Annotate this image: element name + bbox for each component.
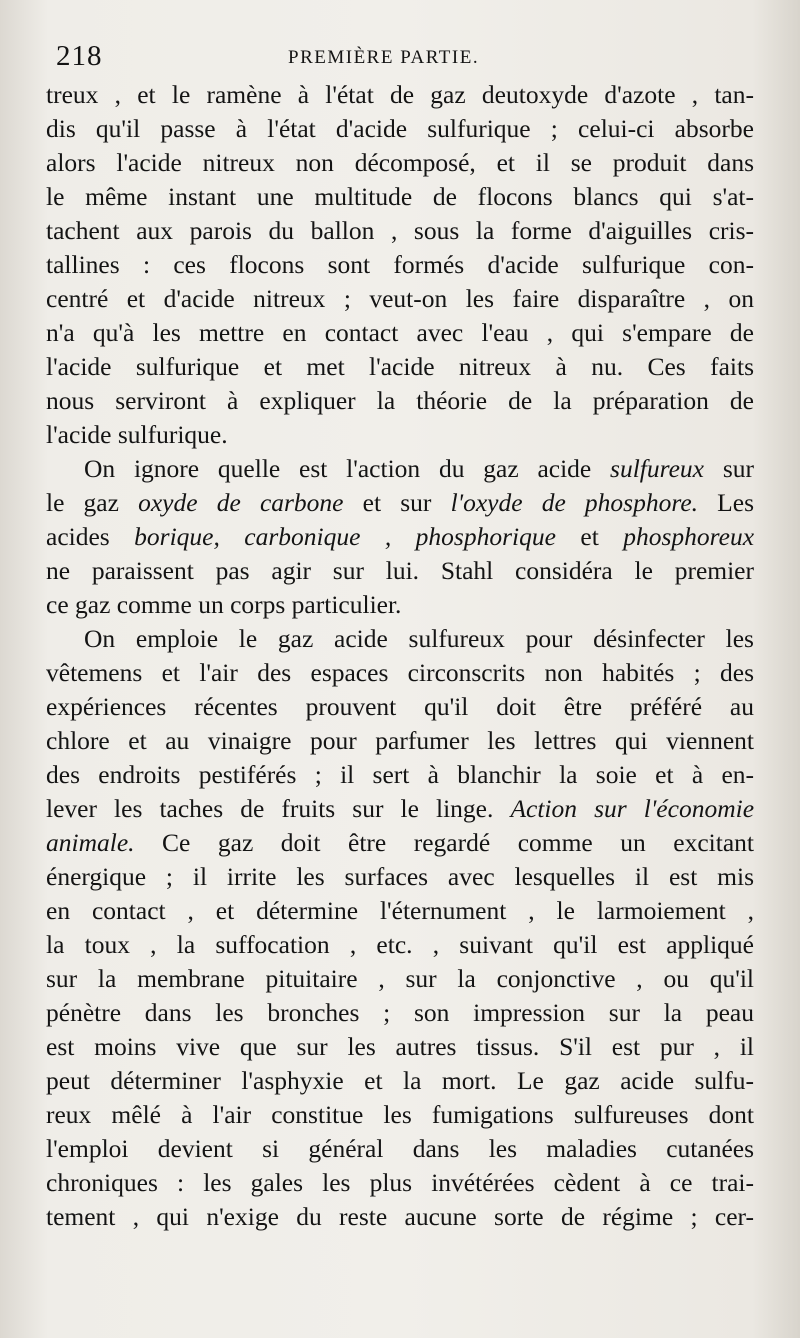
- text-line: [46, 554, 754, 588]
- text-line: [46, 452, 754, 486]
- text-run: reux mêlé à l'air constitue les fumigations sulfureuses dont: [46, 1100, 754, 1129]
- italic-text: animale.: [46, 828, 135, 857]
- text-run: Les: [698, 488, 755, 517]
- text-line: [46, 1166, 754, 1200]
- text-run: en contact , et détermine l'éternument , le larmoiement ,: [46, 896, 754, 925]
- text-run: pénètre dans les bronches ; son impression sur la peau: [46, 998, 754, 1027]
- page-number: 218: [56, 40, 103, 72]
- text-run: peut déterminer l'asphyxie et la mort. Le gaz acide sulfu-: [46, 1066, 754, 1095]
- text-line: [46, 962, 754, 996]
- text-line: [46, 1030, 754, 1064]
- text-line: [46, 690, 754, 724]
- text-line: [46, 1064, 754, 1098]
- running-head: PREMIÈRE PARTIE.: [288, 47, 480, 68]
- text-run: sur la membrane pituitaire , sur la conjonctive , ou qu'il: [46, 964, 754, 993]
- text-line: [46, 384, 754, 418]
- text-line: [46, 622, 754, 656]
- text-line: [46, 724, 754, 758]
- text-line: [46, 214, 754, 248]
- text-run: l'acide sulfurique.: [46, 420, 228, 449]
- text-run: l'acide sulfurique et met l'acide nitreux à nu. Ces faits: [46, 352, 754, 381]
- text-run: centré et d'acide nitreux ; veut-on les faire disparaître , on: [46, 284, 754, 313]
- text-line: [46, 486, 754, 520]
- italic-text: phosphoreux: [623, 522, 755, 551]
- text-line: [46, 1098, 754, 1132]
- text-line: [46, 282, 754, 316]
- text-run: ne paraissent pas agir sur lui. Stahl considéra le premier: [46, 556, 754, 585]
- text-run: lever les taches de fruits sur le linge.: [46, 794, 511, 823]
- italic-text: Action sur l'économie: [510, 794, 755, 823]
- text-line: [46, 860, 754, 894]
- italic-text: borique, carbonique , phosphorique: [134, 522, 556, 551]
- text-run: le même instant une multitude de flocons blancs qui s'at-: [46, 182, 754, 211]
- text-line: [46, 928, 754, 962]
- text-run: tachent aux parois du ballon , sous la forme d'aiguilles cris-: [46, 216, 754, 245]
- text-run: acides: [46, 522, 135, 551]
- text-line: [46, 792, 754, 826]
- text-line: [46, 520, 754, 554]
- text-line: [46, 418, 754, 452]
- text-run: sur: [704, 454, 754, 483]
- text-run: alors l'acide nitreux non décomposé, et il se produit dans: [46, 148, 754, 177]
- text-line: [46, 1132, 754, 1166]
- text-line: [46, 826, 754, 860]
- text-line: [46, 180, 754, 214]
- text-line: [46, 588, 754, 622]
- text-line: [46, 112, 754, 146]
- text-line: [46, 316, 754, 350]
- text-run: expériences récentes prouvent qu'il doit être préféré au: [46, 692, 754, 721]
- text-run: est moins vive que sur les autres tissus. S'il est pur , il: [46, 1032, 754, 1061]
- text-line: [46, 1200, 754, 1234]
- text-run: nous serviront à expliquer la théorie de la préparation de: [46, 386, 754, 415]
- text-run: tement , qui n'exige du reste aucune sorte de régime ; cer-: [46, 1202, 754, 1231]
- italic-text: sulfureux: [610, 454, 705, 483]
- text-run: dis qu'il passe à l'état d'acide sulfurique ; celui-ci absorbe: [46, 114, 754, 143]
- text-run: tallines : ces flocons sont formés d'acide sulfurique con-: [46, 250, 754, 279]
- text-run: et sur: [343, 488, 451, 517]
- text-run: énergique ; il irrite les surfaces avec lesquelles il est mis: [46, 862, 754, 891]
- text-run: treux , et le ramène à l'état de gaz deutoxyde d'azote , tan-: [46, 80, 754, 109]
- text-line: [46, 248, 754, 282]
- text-run: On emploie le gaz acide sulfureux pour désinfecter les: [84, 624, 754, 653]
- body-text: [46, 78, 754, 1234]
- text-line: [46, 758, 754, 792]
- text-line: [46, 894, 754, 928]
- text-run: chlore et au vinaigre pour parfumer les lettres qui viennent: [46, 726, 754, 755]
- text-run: chroniques : les gales les plus invétérées cèdent à ce trai-: [46, 1168, 754, 1197]
- page-header: [50, 40, 750, 80]
- text-run: l'emploi devient si général dans les maladies cutanées: [46, 1134, 754, 1163]
- text-line: [46, 78, 754, 112]
- text-run: On ignore quelle est l'action du gaz acide: [84, 454, 611, 483]
- text-run: le gaz: [46, 488, 139, 517]
- text-run: la toux , la suffocation , etc. , suivant qu'il est appliqué: [46, 930, 754, 959]
- text-run: et: [555, 522, 624, 551]
- text-line: [46, 350, 754, 384]
- text-line: [46, 146, 754, 180]
- text-run: vêtemens et l'air des espaces circonscrits non habités ; des: [46, 658, 754, 687]
- text-line: [46, 996, 754, 1030]
- text-run: ce gaz comme un corps particulier.: [46, 590, 402, 619]
- text-run: Ce gaz doit être regardé comme un excitant: [134, 828, 754, 857]
- text-run: n'a qu'à les mettre en contact avec l'eau , qui s'empare de: [46, 318, 754, 347]
- italic-text: oxyde de carbone: [138, 488, 344, 517]
- text-run: des endroits pestiférés ; il sert à blanchir la soie et à en-: [46, 760, 754, 789]
- italic-text: l'oxyde de phosphore.: [450, 488, 699, 517]
- text-line: [46, 656, 754, 690]
